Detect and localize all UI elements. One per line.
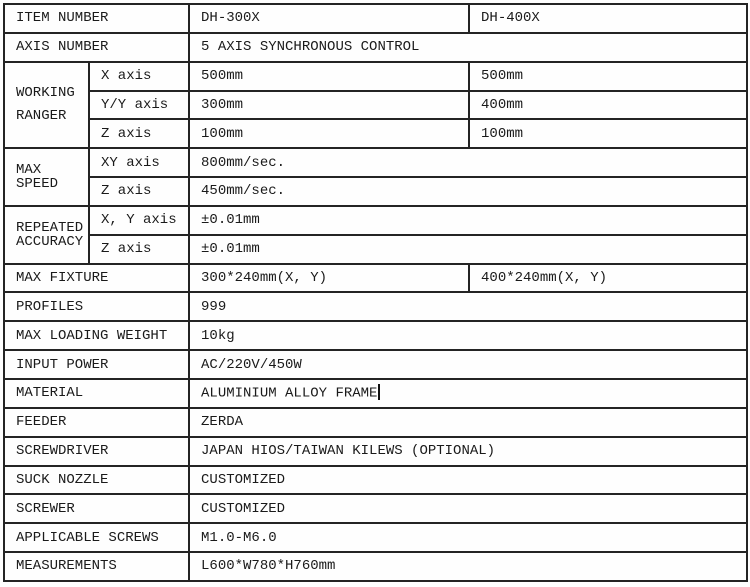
axis-number-value[interactable]: 5 AXIS SYNCHRONOUS CONTROL <box>189 33 747 62</box>
working-ranger-z-model-b[interactable]: 100mm <box>469 119 747 148</box>
max-loading-weight-value[interactable]: 10kg <box>189 321 747 350</box>
repeated-accuracy-line2: ACCURACY <box>16 233 84 250</box>
repeated-accuracy-xy-axis[interactable]: X, Y axis <box>89 206 189 235</box>
max-speed-xy-value[interactable]: 800mm/sec. <box>189 148 747 177</box>
screwer-value[interactable]: CUSTOMIZED <box>189 494 747 523</box>
measurements-value[interactable]: L600*W780*H760mm <box>189 552 747 581</box>
working-ranger-x-model-a[interactable]: 500mm <box>189 62 469 91</box>
max-speed-label[interactable] <box>4 148 89 206</box>
max-loading-weight-label[interactable]: MAX LOADING WEIGHT <box>4 321 189 350</box>
table-row <box>4 62 747 91</box>
working-ranger-x-axis[interactable]: X axis <box>89 62 189 91</box>
table-row <box>4 91 747 120</box>
working-ranger-y-model-b[interactable]: 400mm <box>469 91 747 120</box>
suck-nozzle-label[interactable]: SUCK NOZZLE <box>4 466 189 495</box>
table-row <box>4 321 747 350</box>
working-ranger-line2: RANGER <box>16 107 67 124</box>
table-row <box>4 466 747 495</box>
table-row <box>4 350 747 379</box>
table-row <box>4 4 747 33</box>
repeated-accuracy-xy-value[interactable]: ±0.01mm <box>189 206 747 235</box>
input-power-label[interactable]: INPUT POWER <box>4 350 189 379</box>
item-number-label[interactable]: ITEM NUMBER <box>4 4 189 33</box>
input-power-value[interactable]: AC/220V/450W <box>189 350 747 379</box>
material-label[interactable]: MATERIAL <box>4 379 189 408</box>
table-row <box>4 379 747 408</box>
max-fixture-model-a[interactable]: 300*240mm(X, Y) <box>189 264 469 293</box>
table-row <box>4 119 747 148</box>
profiles-label[interactable]: PROFILES <box>4 292 189 321</box>
table-row <box>4 235 747 264</box>
axis-number-label[interactable]: AXIS NUMBER <box>4 33 189 62</box>
applicable-screws-label[interactable]: APPLICABLE SCREWS <box>4 523 189 552</box>
table-row <box>4 33 747 62</box>
screwer-label[interactable]: SCREWER <box>4 494 189 523</box>
repeated-accuracy-label[interactable] <box>4 206 89 264</box>
max-fixture-label[interactable]: MAX FIXTURE <box>4 264 189 293</box>
repeated-accuracy-line1: REPEATED <box>16 219 84 236</box>
material-text: ALUMINIUM ALLOY FRAME <box>201 385 378 402</box>
table-row <box>4 177 747 206</box>
max-speed-xy-axis[interactable]: XY axis <box>89 148 189 177</box>
material-value[interactable] <box>189 379 747 408</box>
applicable-screws-value[interactable]: M1.0-M6.0 <box>189 523 747 552</box>
working-ranger-z-model-a[interactable]: 100mm <box>189 119 469 148</box>
screwdriver-value[interactable]: JAPAN HIOS/TAIWAN KILEWS (OPTIONAL) <box>189 437 747 466</box>
max-speed-line2: SPEED <box>16 176 59 193</box>
text-cursor <box>378 384 380 400</box>
item-number-model-a[interactable]: DH-300X <box>189 4 469 33</box>
table-row <box>4 437 747 466</box>
working-ranger-line1: WORKING <box>16 84 75 101</box>
table-row <box>4 494 747 523</box>
table-row <box>4 206 747 235</box>
feeder-value[interactable]: ZERDA <box>189 408 747 437</box>
working-ranger-y-axis[interactable]: Y/Y axis <box>89 91 189 120</box>
table-row <box>4 523 747 552</box>
max-speed-z-value[interactable]: 450mm/sec. <box>189 177 747 206</box>
table-row <box>4 264 747 293</box>
table-row <box>4 292 747 321</box>
item-number-model-b[interactable]: DH-400X <box>469 4 747 33</box>
max-fixture-model-b[interactable]: 400*240mm(X, Y) <box>469 264 747 293</box>
working-ranger-x-model-b[interactable]: 500mm <box>469 62 747 91</box>
table-row <box>4 148 747 177</box>
table-row <box>4 408 747 437</box>
table-row <box>4 552 747 581</box>
max-speed-line1: MAX <box>16 162 42 179</box>
working-ranger-y-model-a[interactable]: 300mm <box>189 91 469 120</box>
spec-table <box>3 3 748 582</box>
suck-nozzle-value[interactable]: CUSTOMIZED <box>189 466 747 495</box>
repeated-accuracy-z-axis[interactable]: Z axis <box>89 235 189 264</box>
working-ranger-z-axis[interactable]: Z axis <box>89 119 189 148</box>
max-speed-z-axis[interactable]: Z axis <box>89 177 189 206</box>
repeated-accuracy-z-value[interactable]: ±0.01mm <box>189 235 747 264</box>
working-ranger-label[interactable] <box>4 62 89 149</box>
profiles-value[interactable]: 999 <box>189 292 747 321</box>
measurements-label[interactable]: MEASUREMENTS <box>4 552 189 581</box>
feeder-label[interactable]: FEEDER <box>4 408 189 437</box>
screwdriver-label[interactable]: SCREWDRIVER <box>4 437 189 466</box>
